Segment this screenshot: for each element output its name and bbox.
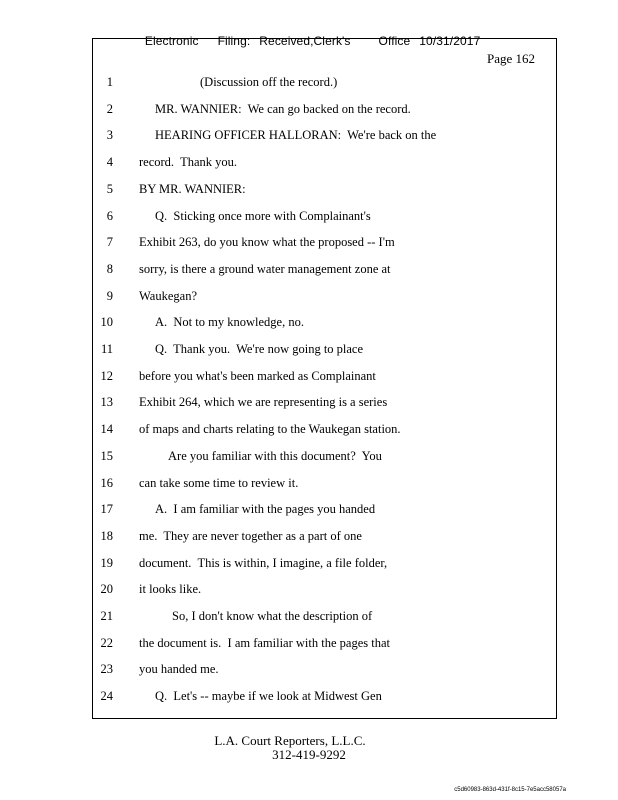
transcript-line — [93, 661, 553, 677]
transcript-line — [93, 501, 553, 517]
line-number: 7 — [106, 235, 113, 250]
line-text: (Discussion off the record.) — [200, 75, 338, 89]
transcript-line — [93, 127, 553, 143]
transcript-line — [93, 234, 553, 250]
line-text: A. I am familiar with the pages you handed — [155, 502, 376, 517]
transcript-line — [93, 314, 553, 330]
transcript-line — [93, 74, 553, 90]
transcript-line — [93, 341, 553, 357]
line-text: BY MR. WANNIER: — [139, 181, 246, 196]
transcript-line — [93, 368, 553, 384]
transcript-line — [93, 261, 553, 277]
transcript-line — [93, 101, 553, 117]
transcript-line — [93, 154, 553, 170]
line-text: of maps and charts relating to the Waukegan station. — [139, 422, 401, 437]
transcript-line — [93, 528, 553, 544]
filing-stamp-part: Filing: — [217, 34, 251, 48]
line-number: 2 — [106, 101, 113, 116]
line-number: 20 — [100, 582, 113, 597]
line-number: 3 — [106, 128, 113, 143]
filing-stamp-part: Received,Clerk's — [259, 34, 351, 48]
line-text: So, I don't know what the description of — [172, 609, 373, 623]
line-number: 13 — [100, 395, 113, 410]
transcript-line — [93, 688, 553, 704]
line-number: 8 — [106, 261, 113, 276]
line-number: 9 — [106, 288, 113, 303]
filing-stamp-part: Office — [378, 34, 411, 48]
line-text: me. They are never together as a part of one — [139, 528, 362, 543]
transcript-line — [93, 475, 553, 491]
line-text: can take some time to review it. — [139, 475, 299, 490]
line-number: 5 — [106, 181, 113, 196]
line-text: Exhibit 264, which we are representing is a series — [139, 395, 388, 410]
transcript-line — [93, 635, 553, 651]
page-number: Page 162 — [486, 51, 535, 66]
line-number: 15 — [100, 448, 113, 463]
transcript-page — [92, 38, 557, 719]
line-text: it looks like. — [139, 582, 202, 597]
line-text: Exhibit 263, do you know what the proposed -- I'm — [139, 235, 395, 250]
transcript-line — [93, 448, 553, 464]
line-number: 18 — [100, 528, 113, 543]
line-number: 23 — [100, 662, 113, 677]
line-number: 21 — [100, 609, 113, 623]
line-text: you handed me. — [139, 662, 219, 677]
line-number: 14 — [100, 422, 113, 437]
line-text: HEARING OFFICER HALLORAN: We're back on the — [155, 128, 437, 143]
court-reporter-name: L.A. Court Reporters, L.L.C. — [214, 733, 366, 748]
line-number: 6 — [106, 208, 113, 223]
transcript-line — [93, 181, 553, 197]
line-text: Q. Let's -- maybe if we look at Midwest Gen — [155, 689, 382, 704]
line-number: 22 — [100, 635, 113, 650]
line-text: the document is. I am familiar with the pages that — [139, 635, 390, 650]
line-text: Are you familiar with this document? You — [168, 448, 382, 463]
line-number: 1 — [106, 75, 113, 89]
line-text: Waukegan? — [139, 288, 197, 303]
line-number: 19 — [100, 555, 113, 570]
transcript-line — [93, 555, 553, 571]
filing-stamp-part: Electronic — [144, 34, 199, 48]
line-number: 17 — [100, 502, 113, 517]
line-text: Q. Thank you. We're now going to place — [155, 342, 364, 356]
line-number: 12 — [100, 368, 113, 383]
line-number: 16 — [100, 475, 113, 490]
transcript-line — [93, 608, 553, 624]
line-number: 11 — [100, 342, 113, 356]
line-text: document. This is within, I imagine, a file folder, — [139, 555, 388, 570]
line-text: before you what's been marked as Complainant — [139, 368, 376, 383]
document-id: c5d60983-863d-431f-8c15-7e5acc58057a — [454, 787, 566, 793]
line-number: 10 — [100, 315, 113, 330]
line-number: 4 — [106, 155, 113, 170]
filing-stamp-part: 10/31/2017 — [419, 34, 481, 48]
line-text: A. Not to my knowledge, no. — [155, 315, 304, 330]
line-number: 24 — [100, 689, 113, 704]
line-text: Q. Sticking once more with Complainant's — [155, 208, 371, 223]
transcript-line — [93, 581, 553, 597]
transcript-line — [93, 394, 553, 410]
court-reporter-phone: 312-419-9292 — [272, 747, 346, 762]
transcript-line — [93, 288, 553, 304]
line-text: MR. WANNIER: We can go backed on the record. — [155, 101, 411, 116]
line-text: record. Thank you. — [139, 155, 238, 170]
transcript-line — [93, 421, 553, 437]
transcript-line — [93, 208, 553, 224]
line-text: sorry, is there a ground water management zone at — [139, 261, 391, 276]
